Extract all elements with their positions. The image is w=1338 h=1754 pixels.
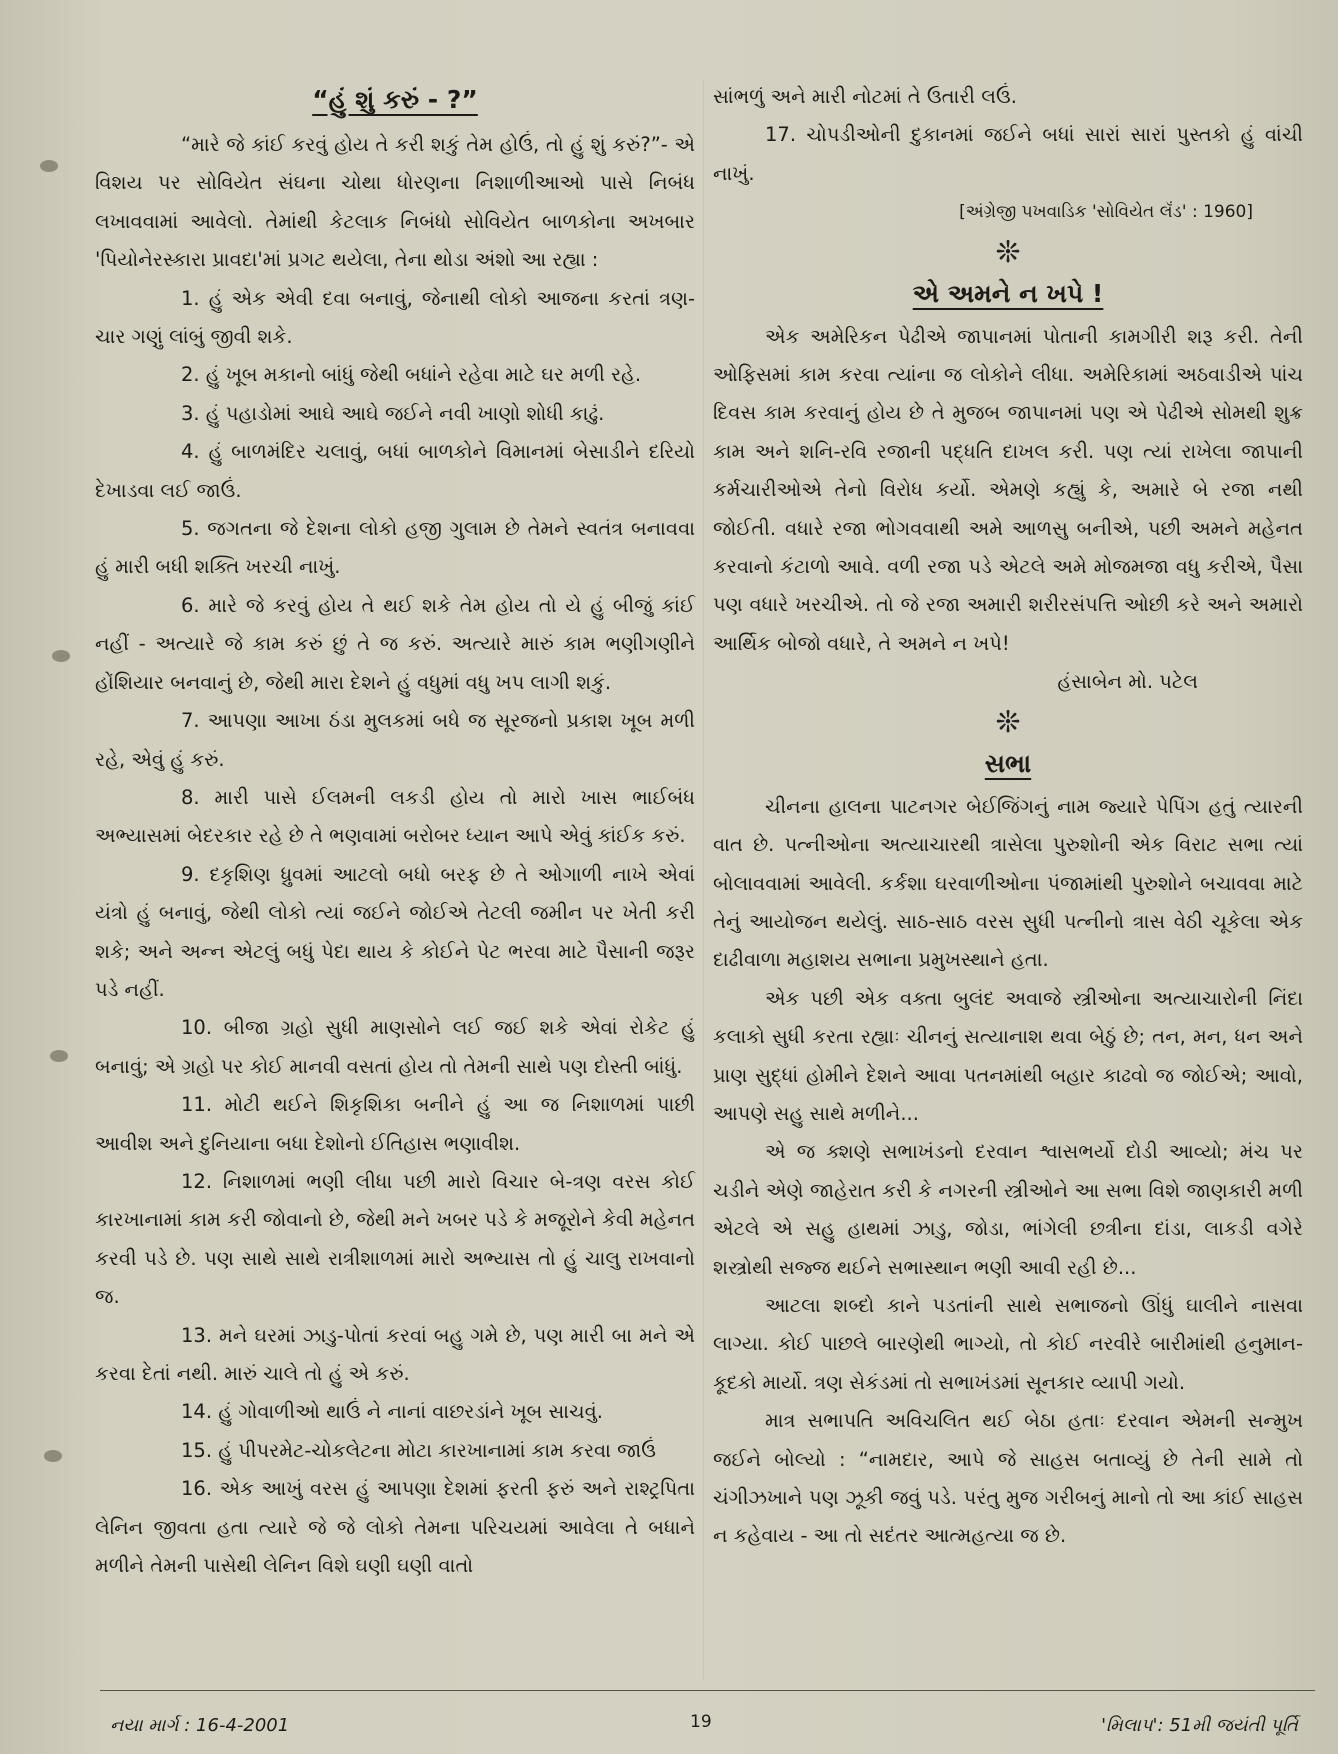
list-item: 12. નિશાળમાં ભણી લીધા પછી મારો વિચાર બે-ત્રણ વરસ કોઈ કારખાનામાં કામ કરી જોવાનો છે, જેથી મને ખબર પડે કે મજૂરોને કેવી મહેનત કરવી પડે છે. પણ સાથે સાથે રાત્રીશાળમાં મારો અભ્યાસ તો હું ચાલુ રાખવાનો જ. [95, 1169, 695, 1309]
punch-hole [44, 1450, 62, 1462]
ornament-icon: ❊ [995, 234, 1021, 270]
article3-paragraph: ચીનના હાલના પાટનગર બેઈજિંગનું નામ જ્યારે પેપિંગ હતું ત્યારની વાત છે. પત્નીઓના અત્યાચારથી ત્રાસેલા પુરુશોની એક વિરાટ સભા ત્યાં બોલાવવામાં આવેલી. કર્કશા ઘરવાળીઓના પંજામાંથી પુરુશોને બચાવવા માટે તેનું આયોજન થયેલું. સાઠ-સાઠ વરસ સુધી પત્નીનો ત્રાસ વેઠી ચૂકેલા એક દાઢીવાળા મહાશય સભાના પ્રમુખસ્થાને હતા. [713, 794, 1303, 972]
list-item: 7. આપણા આખા ઠંડા મુલકમાં બધે જ સૂરજનો પ્રકાશ ખૂબ મળી રહે, એવું હું કરું. [95, 709, 695, 771]
article2-body: એક અમેરિકન પેઢીએ જાપાનમાં પોતાની કામગીરી શરૂ કરી. તેની ઓફિસમાં કામ કરવા ત્યાંના જ લોકોને લીધા. અમેરિકામાં અઠવાડીએ પાંચ દિવસ કામ કરવાનું હોય છે તે મુજબ જાપાનમાં પણ એ પેઢીએ સોમથી શુક્ર કામ અને શનિ-રવિ રજાની પદ્ધતિ દાખલ કરી. પણ ત્યાં રાખેલા જાપાની કર્મચારીઓએ તેનો વિરોધ કર્યો. એમણે કહ્યું કે, અમારે બે રજા નથી જોઈતી. વધારે રજા ભોગવવાથી અમે આળસુ બનીએ, પછી અમને મહેનત કરવાનો કંટાળો આવે. વળી રજા પડે એટલે અમે મોજમજા વધુ કરીએ, પૈસા પણ વધારે ખરચીએ. તો જે રજા અમારી શરીરસંપત્તિ ઓછી કરે અને અમારો આર્થિક બોજો વધારે, તે અમને ન ખપે! [713, 324, 1303, 655]
list-item: 16. એક આખું વરસ હું આપણા દેશમાં ફરતી ફરું અને રાશ્ટ્રપિતા લેનિન જીવતા હતા ત્યારે જે જે લોકો તેમના પરિચયમાં આવેલા તે બધાને મળીને તેમની પાસેથી લેનિન વિશે ઘણી ઘણી વાતો [95, 1477, 695, 1578]
article3-paragraph: એક પછી એક વક્તા બુલંદ અવાજે સ્ત્રીઓના અત્યાચારોની નિંદા કલાકો સુધી કરતા રહ્યાઃ ચીનનું સત્યાનાશ થવા બેઠું છે; તન, મન, ધન અને પ્રાણ સુદ્ધાં હોમીને દેશને આવા પતનમાંથી બહાર કાઢવો જ જોઈએ; આવો, આપણે સહુ સાથે મળીને... [713, 986, 1303, 1125]
list-item: 5. જગતના જે દેશના લોકો હજી ગુલામ છે તેમને સ્વતંત્ર બનાવવા હું મારી બધી શક્તિ ખરચી નાખું. [95, 517, 695, 579]
list-item: 13. મને ઘરમાં ઝાડુ-પોતાં કરવાં બહુ ગમે છે, પણ મારી બા મને એ કરવા દેતાં નથી. મારું ચાલે તો હું એ કરું. [95, 1323, 695, 1385]
article2-author: હંસાબેન મો. પટેલ [1057, 670, 1198, 694]
article2-title: એ અમને ન ખપે ! [912, 278, 1104, 308]
article3-paragraph: માત્ર સભાપતિ અવિચલિત થઈ બેઠા હતાઃ દરવાન એમની સન્મુખ જઈને બોલ્યો : “નામદાર, આપે જે સાહસ બતાવ્યું છે તેની સામે તો ચંગીઝખાને પણ ઝૂકી જવું પડે. પરંતુ મુજ ગરીબનું માનો તો આ કાંઈ સાહસ ન કહેવાય - આ તો સદંતર આત્મહત્યા જ છે. [713, 1409, 1303, 1548]
ornament-icon: ❊ [995, 704, 1021, 740]
punch-hole [50, 1050, 68, 1062]
right-column [713, 78, 1303, 1556]
punch-hole [40, 160, 58, 172]
footer-rule [100, 1690, 1315, 1691]
footer-publication: નયા માર્ગ : 16-4-2001 [110, 1715, 290, 1736]
list-item: 4. હું બાળમંદિર ચલાવું, બધાં બાળકોને વિમાનમાં બેસાડીને દરિયો દેખાડવા લઈ જાઉં. [95, 440, 695, 502]
list-item: 17. ચોપડીઓની દુકાનમાં જઈને બધાં સારાં સારાં પુસ્તકો હું વાંચી નાખું. [713, 123, 1303, 185]
article1-source: [અંગ્રેજી પખવાડિક 'સોવિયેત લૅંડ' : 1960] [959, 202, 1253, 223]
page-number: 19 [690, 1712, 712, 1732]
article1-title: “હું શું કરું - ?” [312, 85, 478, 114]
list-item: 8. મારી પાસે ઈલમની લકડી હોય તો મારો ખાસ ભાઈબંધ અભ્યાસમાં બેદરકાર રહે છે તે ભણવામાં બરોબર ધ્યાન આપે એવું કાંઈક કરું. [95, 785, 695, 848]
footer-supplement: 'મિલાપ': 51મી જયંતી પૂર્તિ [1101, 1715, 1298, 1736]
column-divider [703, 80, 704, 1680]
list-item: 10. બીજા ગ્રહો સુધી માણસોને લઈ જઈ શકે એવાં રોકેટ હું બનાવું; એ ગ્રહો પર કોઈ માનવી વસતાં હોય તો તેમની સાથે પણ દોસ્તી બાંધું. [95, 1016, 695, 1078]
list-item: 6. મારે જે કરવું હોય તે થઈ શકે તેમ હોય તો યે હું બીજું કાંઈ નહીં - અત્યારે જે કામ કરું છું તે જ કરું. અત્યારે મારું કામ ભણીગણીને હોંશિયાર બનવાનું છે, જેથી મારા દેશને હું વધુમાં વધુ ખપ લાગી શકું. [95, 593, 695, 694]
list-item: 1. હું એક એવી દવા બનાવું, જેનાથી લોકો આજના કરતાં ત્રણ-ચાર ગણું લાંબું જીવી શકે. [95, 286, 695, 349]
list-item: 3. હું પહાડોમાં આઘે આઘે જઈને નવી ખાણો શોધી કાઢું. [181, 401, 605, 425]
list-item: 9. દકૃશિણ ધ્રુવમાં આટલો બધો બરફ છે તે ઓગાળી નાખે એવાં યંત્રો હું બનાવું, જેથી લોકો ત્યાં જઈને જોઈએ તેટલી જમીન પર ખેતી કરી શકે; અને અન્ન એટલું બધું પેદા થાય કે કોઈને પેટ ભરવા માટે પૈસાની જરૂર પડે નહીં. [95, 862, 695, 1001]
list-item: 15. હું પીપરમેટ-ચોકલેટના મોટા કારખાનામાં કામ કરવા જાઉં [181, 1438, 657, 1462]
article1-intro: “મારે જે કાંઈ કરવું હોય તે કરી શકું તેમ હોઉં, તો હું શું કરું?”- એ વિશય પર સોવિયેત સંઘના ચોથા ધોરણના નિશાળીઆઓ પાસે નિબંધ લખાવવામાં આવેલો. તેમાંથી કેટલાક નિબંધો સોવિયેત બાળકોના અખબાર 'પિયોનેરસ્કારા પ્રાવદા'માં પ્રગટ થયેલા, તેના થોડા અંશો આ રહ્યા : [95, 133, 695, 272]
list-item: 11. મોટી થઈને શિકૃશિકા બનીને હું આ જ નિશાળમાં પાછી આવીશ અને દુનિયાના બધા દેશોનો ઈતિહાસ ભણાવીશ. [95, 1093, 695, 1155]
article3-paragraph: આટલા શબ્દો કાને પડતાંની સાથે સભાજનો ઊંધું ઘાલીને નાસવા લાગ્યા. કોઈ પાછલે બારણેથી ભાગ્યો, તો કોઈ નરવીરે બારીમાંથી હનુમાન-કૂદકો માર્યો. ત્રણ સેકંડમાં તો સભાખંડમાં સૂનકાર વ્યાપી ગયો. [713, 1293, 1303, 1394]
list-item: 14. હું ગોવાળીઓ થાઉં ને નાનાં વાછરડાંને ખૂબ સાચવું. [181, 1400, 604, 1424]
article3-title: સભા [984, 748, 1032, 778]
list-item: 2. હું ખૂબ મકાનો બાંધું જેથી બધાંને રહેવા માટે ઘર મળી રહે. [181, 363, 642, 387]
article3-paragraph: એ જ ક્શણે સભાખંડનો દરવાન શ્વાસભર્યો દોડી આવ્યો; મંચ પર ચડીને એણે જાહેરાત કરી કે નગરની સ્ત્રીઓને આ સભા વિશે જાણકારી મળી એટલે એ સહુ હાથમાં ઝાડુ, જોડા, ભાંગેલી છત્રીના દાંડા, લાકડી વગેરે શસ્ત્રોથી સજ્જ થઈને સભાસ્થાન ભણી આવી રહી છે... [713, 1140, 1303, 1279]
left-column [95, 80, 695, 1585]
punch-hole [52, 650, 70, 662]
article1-continuation: સાંભળું અને મારી નોટમાં તે ઉતારી લઉં. [713, 85, 1017, 108]
